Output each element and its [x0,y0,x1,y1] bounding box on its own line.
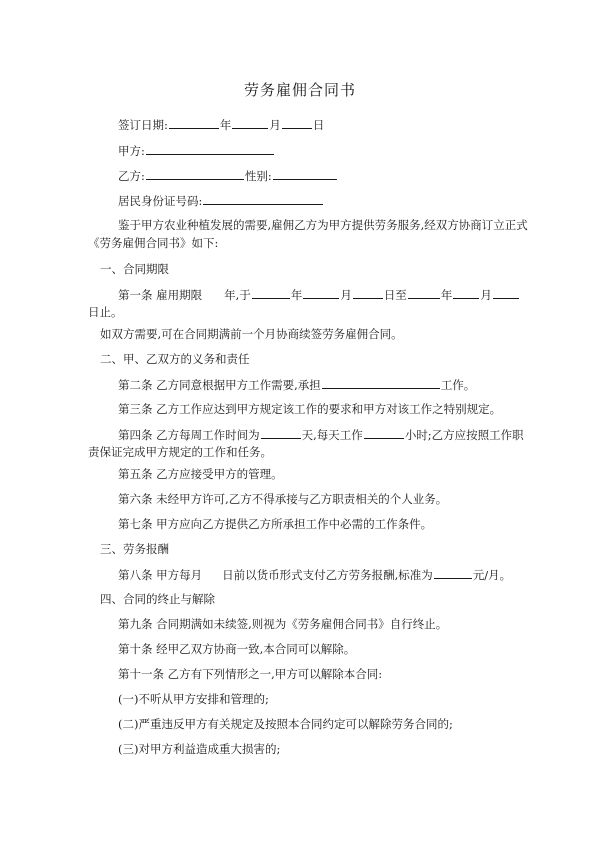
end-year-blank [408,287,440,299]
article-11: 第十一条 乙方有下列情形之一,甲方可以解除本合同: [118,667,383,681]
article-11-item-2: (二)严重违反甲方有关规定及按照本合同约定可以解除劳务合同的; [118,717,453,731]
article-1-prefix: 第一条 雇用期限 [118,288,203,302]
article-3: 第三条 乙方工作应达到甲方规定该工作的要求和甲方对该工作之特别规定。 [118,402,502,416]
party-b-label: 乙方: [118,169,145,183]
article-8-suffix: 元/月。 [472,568,512,582]
start-day-to-label: 日至 [383,288,407,302]
start-month-label: 月 [340,288,352,302]
article-10: 第十条 经甲乙双方协商一致,本合同可以解除。 [118,642,356,656]
article-4-prefix: 第四条 乙方每周工作时间为 [118,428,260,442]
section-3-heading: 三、劳务报酬 [100,542,169,556]
party-b-line [118,168,338,183]
sign-year-blank [169,117,219,129]
sign-day-blank [282,117,312,129]
salary-blank [434,567,472,579]
article-2 [118,377,475,392]
article-8-prefix: 第八条 甲方每月 [118,568,203,582]
article-1-line-1 [118,287,520,302]
article-4-suffix: 小时;乙方应按照工作职 [404,428,524,442]
article-6: 第六条 未经甲方许可,乙方不得承接与乙方职责相关的个人业务。 [118,492,448,506]
job-blank [322,377,440,389]
sign-date-line [118,117,324,132]
id-line [118,193,324,208]
party-a-line [118,143,275,158]
end-month-blank [453,287,479,299]
sign-date-label: 签订日期: [118,118,168,132]
id-blank [203,193,323,205]
month-label: 月 [269,118,281,132]
article-8 [118,567,511,582]
renewal-clause: 如双方需要,可在合同期满前一个月协商续签劳务雇佣合同。 [100,327,403,341]
article-1-year-text: 年,于 [224,288,251,302]
start-year-label: 年 [290,288,303,302]
article-4-line-1 [118,427,524,442]
gender-label: 性别: [244,169,272,183]
party-a-label: 甲方: [118,144,145,158]
article-8-mid: 日前以货币形式支付乙方劳务报酬,标准为 [222,568,433,582]
document-title: 劳务雇佣合同书 [243,81,356,99]
sign-month-blank [232,117,268,129]
article-4-line-2: 责保证完成甲方规定的工作和任务。 [88,445,272,459]
gender-blank [273,168,337,180]
article-2-suffix: 工作。 [440,378,476,392]
article-5: 第五条 乙方应接受甲方的管理。 [118,467,283,481]
article-11-item-1: (一)不听从甲方安排和管理的; [118,692,269,706]
id-label: 居民身份证号码: [118,194,203,208]
start-month-blank [303,287,339,299]
article-11-item-3: (三)对甲方利益造成重大损害的; [118,742,281,756]
start-year-blank [252,287,290,299]
start-day-blank [353,287,383,299]
section-4-heading: 四、合同的终止与解除 [100,592,215,606]
year-label: 年 [219,118,232,132]
party-a-blank [146,143,274,155]
hours-per-day-blank [364,427,404,439]
day-label: 日 [312,118,325,132]
article-9: 第九条 合同期满如未续签,则视为《劳务雇佣合同书》自行终止。 [118,617,448,631]
article-7: 第七条 甲方应向乙方提供乙方所承担工作中必需的工作条件。 [118,517,433,531]
end-month-label: 月 [480,288,492,302]
intro-line-2: 《劳务雇佣合同书》如下: [88,236,219,250]
days-per-week-blank [261,427,301,439]
end-year-label: 年 [440,288,453,302]
party-b-blank [146,168,244,180]
intro-line-1: 鉴于甲方农业种植发展的需要,雇佣乙方为甲方提供劳务服务,经双方协商订立正式 [118,218,528,232]
article-4-mid: 天,每天工作 [301,428,363,442]
section-1-heading: 一、合同期限 [100,262,169,276]
article-1-line-2: 日止。 [88,305,123,319]
section-2-heading: 二、甲、乙双方的义务和责任 [100,352,250,366]
end-day-blank [493,287,519,299]
article-2-prefix: 第二条 乙方同意根据甲方工作需要,承担 [118,378,321,392]
